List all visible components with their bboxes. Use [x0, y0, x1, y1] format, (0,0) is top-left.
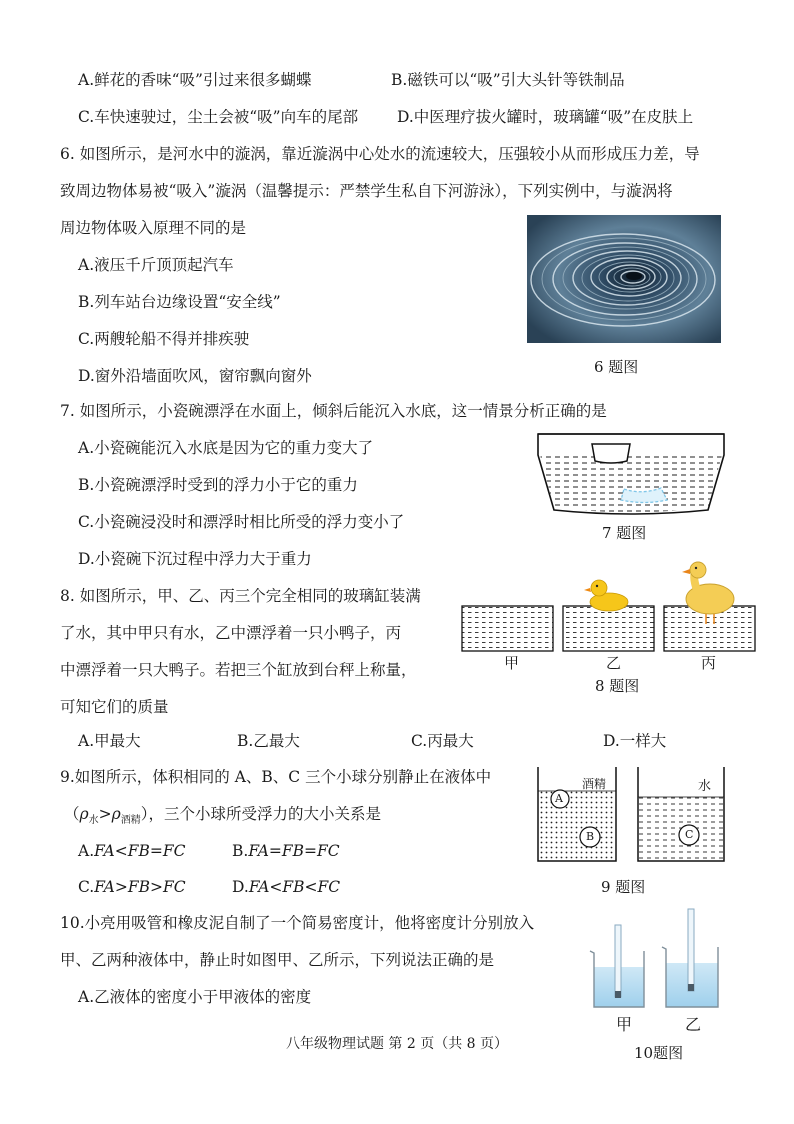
tank-label-bing: 丙: [701, 654, 717, 672]
q7-option-a: A.小瓷碗能沉入水底是因为它的重力变大了: [78, 439, 374, 457]
rho-symbol: ρ: [79, 805, 89, 823]
q10-stem-line2: 甲、乙两种液体中，静止时如图甲、乙所示，下列说法正确的是: [60, 951, 495, 969]
q9-option-b: [232, 840, 340, 862]
q8-figure-caption: 8 题图: [595, 677, 640, 695]
option-expression: FA<FB<FC: [248, 878, 341, 896]
q7-option-b: B.小瓷碗漂浮时受到的浮力小于它的重力: [78, 476, 358, 494]
straw-jia: [615, 925, 621, 997]
alcohol-liquid: [538, 791, 616, 861]
q8-stem-line3: 中漂浮着一只大鸭子。若把三个缸放到台秤上称量，: [60, 661, 417, 679]
rho-water-subscript: 水: [88, 815, 99, 827]
q6-figure-caption: 6 题图: [594, 358, 639, 376]
q5-option-d: D.中医理疗拔火罐时，玻璃罐“吸”在皮肤上: [397, 108, 694, 126]
label-alcohol: 酒精: [582, 777, 607, 791]
option-letter: D.: [232, 878, 249, 896]
ball-c-label: C: [685, 828, 694, 841]
label-water: 水: [698, 779, 712, 794]
q5-option-a: A.鲜花的香味“吸”引过来很多蝴蝶: [78, 71, 312, 89]
tank-yi: [563, 606, 654, 651]
straw-yi: [688, 909, 694, 991]
q6-stem-line1: 6. 如图所示，是河水中的漩涡，靠近漩涡中心处水的流速较大，压强较小从而形成压力差，导: [60, 145, 700, 163]
q5-option-c: C.车快速驶过，尘土会被“吸”向车的尾部: [78, 108, 359, 126]
ball-a-label: A: [555, 792, 563, 805]
rho-alcohol-subscript: 酒精: [120, 815, 141, 827]
q8-option-a: A.甲最大: [78, 732, 141, 750]
q7-stem: 7. 如图所示，小瓷碗漂浮在水面上，倾斜后能沉入水底，这一情景分析正确的是: [60, 402, 607, 420]
q10-figure-caption: 10题图: [634, 1044, 684, 1062]
q6-stem-line2: 致周边物体易被“吸入”漩涡（温馨提示：严禁学生私自下河游泳），下列实例中，与漩涡将: [60, 182, 673, 200]
option-letter: C.: [78, 878, 95, 896]
whirlpool-photo: [527, 215, 721, 343]
tank-label-jia: 甲: [504, 654, 520, 672]
q8-stem-line1: 8. 如图所示，甲、乙、丙三个完全相同的玻璃缸装满: [60, 587, 421, 605]
q9-stem-line2: $(\rho_水>\rho_{酒精})$，三个小球所受浮力的大小关系是: [64, 805, 382, 827]
option-expression: FA=FB=FC: [248, 842, 340, 860]
q10-stem-line1: 10.小亮用吸管和橡皮泥自制了一个简易密度计，他将密度计分别放入: [60, 914, 535, 932]
q6-stem-line3: 周边物体吸入原理不同的是: [60, 219, 247, 237]
q9-figure-caption: 9 题图: [601, 878, 646, 896]
option-expression: FA>FB>FC: [94, 878, 186, 896]
q7-option-c: C.小瓷碗浸没时和漂浮时相比所受的浮力变小了: [78, 513, 405, 531]
q6-option-a: A.液压千斤顶顶起汽车: [78, 256, 234, 274]
q8-stem-line4: 可知它们的质量: [60, 698, 169, 716]
q5-option-b: B.磁铁可以“吸”引大头针等铁制品: [391, 71, 625, 89]
page-footer: 八年级物理试题 第 2 页（共 8 页）: [285, 1036, 509, 1052]
tank-label-yi: 乙: [606, 654, 622, 672]
q7-figure-caption: 7 题图: [602, 524, 647, 542]
density-meter-diagram: [586, 905, 726, 1011]
tank-jia: [462, 606, 553, 651]
option-letter: B.: [232, 842, 249, 860]
q9-option-c: [78, 876, 186, 898]
q6-option-d: D.窗外沿墙面吹风，窗帘飘向窗外: [78, 367, 312, 385]
q6-option-c: C.两艘轮船不得并排疾驶: [78, 330, 250, 348]
beaker-label-jia: 甲: [616, 1015, 633, 1034]
q9-option-a: [78, 840, 185, 862]
bowl-floating-diagram: [536, 430, 726, 515]
greater-than-sign: >: [98, 805, 112, 823]
ball-b-label: B: [586, 830, 595, 843]
q7-option-d: D.小瓷碗下沉过程中浮力大于重力: [78, 550, 312, 568]
q9-option-d: [232, 876, 340, 898]
beaker-label-yi: 乙: [685, 1015, 702, 1034]
option-letter: A.: [78, 842, 95, 860]
q10-option-a: A.乙液体的密度小于甲液体的密度: [78, 988, 312, 1006]
q8-option-d: D.一样大: [603, 732, 667, 750]
q8-stem-line2: 了水，其中甲只有水，乙中漂浮着一只小鸭子，丙: [60, 624, 402, 642]
q9-stem-line2-rest: ），三个小球所受浮力的大小关系是: [140, 805, 382, 823]
option-expression: FA<FB=FC: [94, 842, 186, 860]
q8-option-b: B.乙最大: [237, 732, 300, 750]
rho-symbol: ρ: [111, 805, 121, 823]
q8-option-c: C.丙最大: [411, 732, 474, 750]
q6-option-b: B.列车站台边缘设置“安全线”: [78, 293, 281, 311]
q9-stem-line1: 9.如图所示，体积相同的 A、B、C 三个小球分别静止在液体中: [60, 768, 492, 786]
